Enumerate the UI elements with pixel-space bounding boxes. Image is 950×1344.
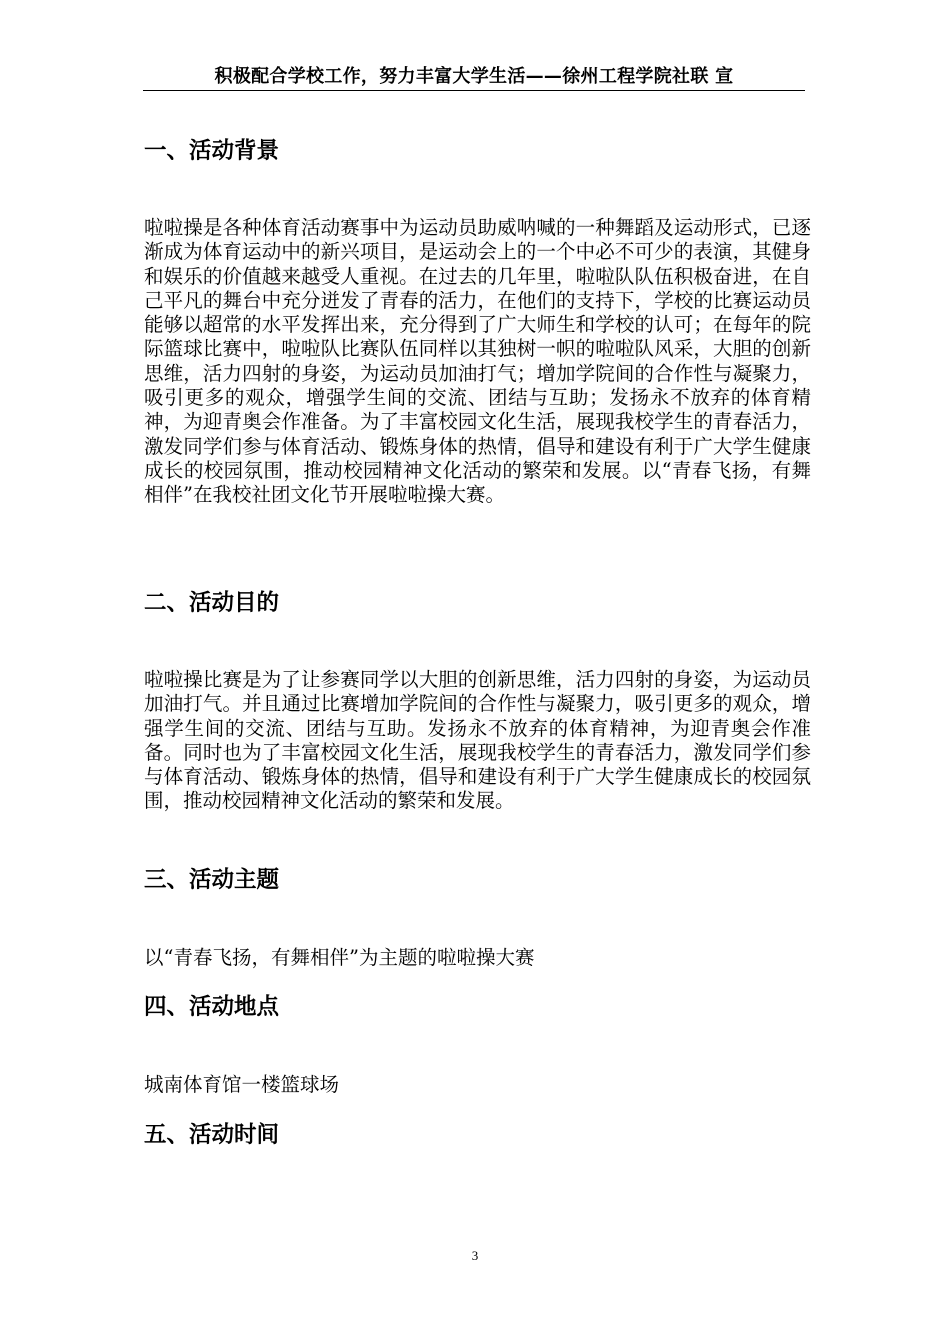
header-rule <box>143 90 805 91</box>
section-heading-location: 四、活动地点 <box>144 994 280 1020</box>
page-number: 3 <box>471 1248 479 1263</box>
section-body-location: 城南体育馆一楼篮球场 <box>144 1073 340 1096</box>
section-heading-purpose: 二、活动目的 <box>144 590 280 616</box>
running-header: 积极配合学校工作，努力丰富大学生活——徐州工程学院社联 宣 <box>214 66 734 87</box>
section-heading-background: 一、活动背景 <box>144 138 280 164</box>
section-body-background: 啦啦操是各种体育活动赛事中为运动员助威呐喊的一种舞蹈及运动形式，已逐渐成为体育运动中的新兴项目，是运动会上的一个中必不可少的表演，其健身和娱乐的价值越来越受人重视。在过去的几年里，啦啦队队伍积极奋进，在自己平凡的舞台中充分迸发了青春的活力，在他们的支持下，学校的比赛运动员能够以超常的水平发挥出来，充分得到了广大师生和学校的认可；在每年的院际篮球比赛中，啦啦队比赛队伍同样以其独树一帜的啦啦队风采，大胆的创新思维，活力四射的身姿，为运动员加油打气；增加学院间的合作性与凝聚力，吸引更多的观众，增强学生间的交流、团结与互助；发扬永不放弃的体育精神，为迎青奥会作准备。为了丰富校园文化生活，展现我校学生的青春活力，激发同学们参与体育活动、锻炼身体的热情，倡导和建设有利于广大学生健康成长的校园氛围，推动校园精神文化活动的繁荣和发展。以“青春飞扬，有舞相伴”在我校社团文化节开展啦啦操大赛。 <box>144 216 811 507</box>
section-body-theme: 以“青春飞扬，有舞相伴”为主题的啦啦操大赛 <box>144 946 535 969</box>
section-body-purpose: 啦啦操比赛是为了让参赛同学以大胆的创新思维，活力四射的身姿，为运动员加油打气。并且通过比赛增加学院间的合作性与凝聚力，吸引更多的观众，增强学生间的交流、团结与互助。发扬永不放弃的体育精神，为迎青奥会作准备。同时也为了丰富校园文化生活，展现我校学生的青春活力，激发同学们参与体育活动、锻炼身体的热情，倡导和建设有利于广大学生健康成长的校园氛围，推动校园精神文化活动的繁荣和发展。 <box>144 668 811 813</box>
section-heading-time: 五、活动时间 <box>144 1122 280 1148</box>
section-heading-theme: 三、活动主题 <box>144 867 280 893</box>
